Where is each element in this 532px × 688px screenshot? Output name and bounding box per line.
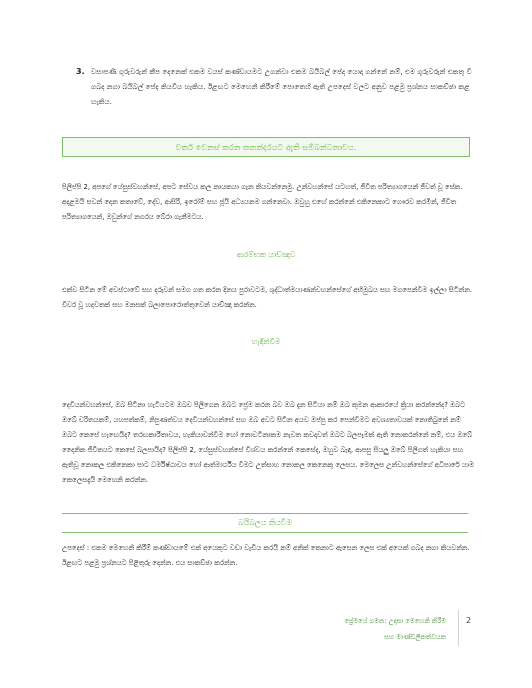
footer-line-2: සහ මාණ්ඩලිකත්වයක xyxy=(384,633,446,641)
numbered-item-3 xyxy=(76,64,476,109)
section-bible-reading xyxy=(62,513,468,533)
item-number: 3. xyxy=(76,67,85,76)
heading-opening-prayer: ආරම්භක යාච්ඤාව xyxy=(236,250,296,259)
paragraph-instructions: උපදෙස් : එකම මෙහෙනි කිරීම් කණ්ඩායමේ එක් අයෙකුට වඩා වැඩිය කරයි නම් අනික් කෙනාට ඇසෙන ලෙස එක් අයෙක් ගබද නගා කියවන්න. ඊළඟට පළමු ප්‍රශ්නයට පිළිතුරු දෙන්න. එය සාකච්ඡා කරන්න. xyxy=(62,544,470,567)
paragraph-intro-story: පිලිප්පි 2, අපගේ යේසුස්වහන්සේ, අපට සේවය කල නායකයා ගැන කියවන්නෙමු. උන්වහන්සේ යටහත්, ජීවිත පරිත්‍යාගයෙන් ජීවත් වූ සේක. අදළමයි සවන් දෙන කතාවේ, දේව, ආසිරි, ඉරෝම් සහ ජූයි අධ්‍යයනම ගන්නෙවා. ඔවුහු එහේ කරන්නේ එකිනෙකාට ගෞරව කරමින්, ජීවිත පරිත්‍යාගයෙන්, ඔවුන්ගේ නගරය බේරා ගැනීමටය. xyxy=(62,183,463,221)
callout-box xyxy=(62,137,470,157)
callout-text: වර්ත වෙනස් කරන කතන්දරයට ඇති සම්බන්ධතාවය. xyxy=(175,142,357,152)
paragraph-prayer: එක්ව සිටින මේ අවස්ථාවේ සහ දරුවන් සමග ගත කරන දිනය පුරාවටම, ශුද්ධාත්මයාණන්වහන්සේගේ අභිමුඛය සහ මගපෙන්වීම ඉල්ලා සිටින්න. විවර වූ හදවතක් සහ මනසක් බලාපොරොත්තුවෙන් යාච්ඤා කරන්න. xyxy=(62,286,473,309)
paragraph-introduction: දෙවියන්වහන්සේ, ඔබ සිටිනා හැටියටම ඔබව පිලිගෙන ඔබට ප්‍රේම කරන බව ඔබ දැන සිටියා නම් ඔබ කුමන ආකාරයේ ක්‍රියා කරන්නේද? ඔබට ඔබේ චරිතයකම්, යහපත්කම්, නිපුණත්වය දෙවියන්වහන්සේ සහ ඔබ අවට සිටින අයව ඔප්පු කර පෙන්වීමට අවශ්‍යතාවයක් නොතිබුනේ නම් ඔබට කෙසේ හැඟෙයිද? තරඟකාරීතාවය, හැකියාවන්වීම හෝ නොවටිනාකම නැවත කවදාවත් ඔබට බලපෑමක් ඇති නොකරන්නේ නම්, එය ඔබේ දෛනික ජීවිතයට කෙසේ බලපායිද? පිලිප්පි 2, යේසුස්වහන්සේ විශ්වය කරන්නේ කෙසේද, ඔහුව බැඳ, ආපසු සියලු ඔබේ පිලිගත් හැකියා සහ ඇතිවූ නොකල එකිනෙකා පාට ධර්මිෂ්ඨාවය හෝ ආත්මාර්ථීය වීමට උත්සාහ නොකල කෙනෙකු ලෙසය. මෙලෙස උන්වහන්සේගේ අධිපාරේ යාම කෙලෙසදැයි මෙහෙනි කරන්න. xyxy=(62,401,475,484)
section-bible-title: බයිබලය කියවීම xyxy=(238,518,292,527)
footer-divider xyxy=(458,610,459,646)
footer-line-1: ප්‍රේමයේ ගමන: උදාසා මෙහෙනි කිරීම xyxy=(344,617,446,625)
heading-introduction: හැඳින්වීම xyxy=(251,337,281,346)
page-number: 2 xyxy=(466,616,472,625)
item-text: වසාපණී ගුරුවරුන් කීප දෙනෙක් එකම වයස් කණ්ඩායමට උගන්වා එකම බයිබල් පේද යොදා ගන්නේ නම්, එම ගුරුවරුන් එකතු වී ගබද නගා බයිබල් පේද කියවිය හැකිය. ඊළඟට මෙහෙනි කිරීමේ පොතෙහි ඇති උපදෙස් වලට අනුව පළමු ප්‍රශ්නය සාකච්ඡා කළ හැකිය. xyxy=(91,67,472,106)
